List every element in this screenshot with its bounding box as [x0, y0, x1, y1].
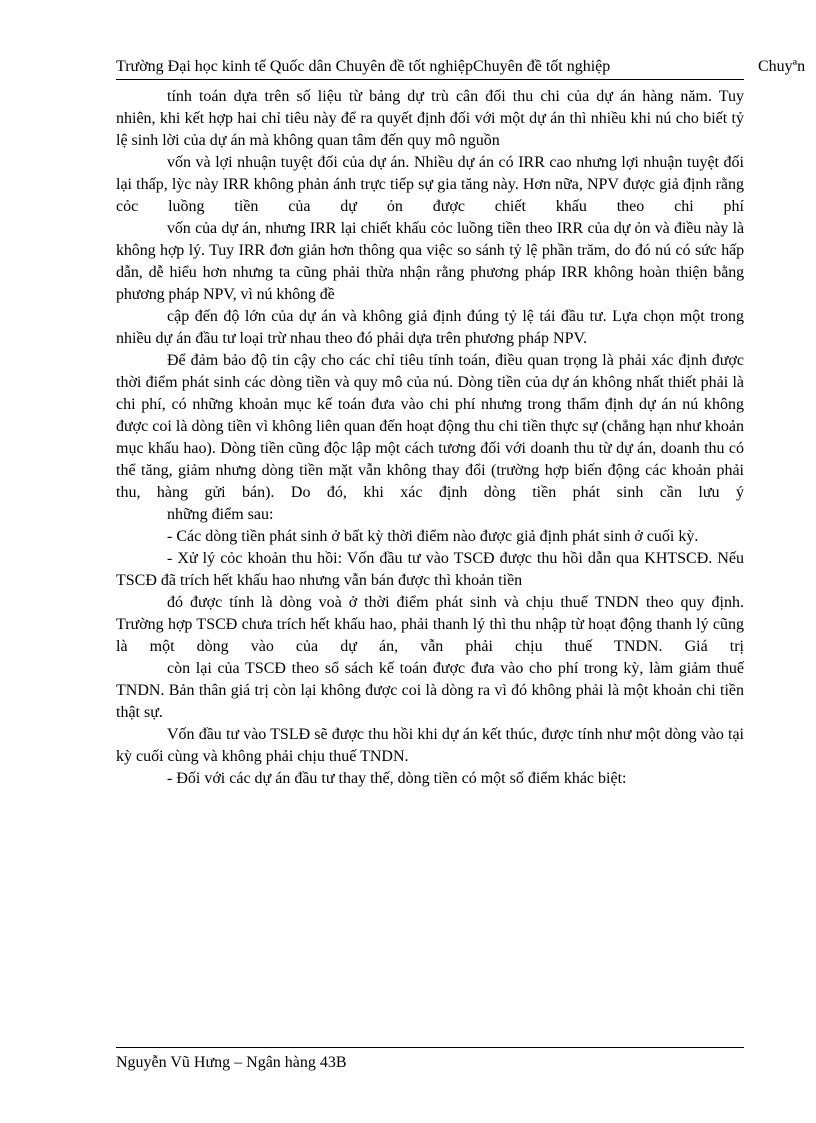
paragraph: những điểm sau:	[167, 506, 274, 523]
footer-rule	[116, 1047, 744, 1048]
paragraph: tính toán dựa trên số liệu từ bảng dự trù cân đối thu chi của dự án hàng năm. Tuy	[167, 88, 744, 105]
paragraph: Để đảm bảo độ tin cậy cho các chỉ tiêu tính toán, điều quan trọng là phải xác định được thời điểm phát sinh các dòng tiền và quy mô của nú. Dòng tiền của dự án không nhất thiết phải là chi phí, có những khoản mục kế toán đưa vào chi phí nhưng trong thẩm định dự án nú không được coi là dòng tiền vì không liên quan đến hoạt động thu chi tiền thực sự (chẳng hạn như khoản mục khấu hao). Dòng tiền cũng độc lập một cách tương đối với doanh thu từ dự án, doanh thu có thể tăng, giảm nhưng dòng tiền mặt vẫn không thay đổi (trường hợp biến động các khoản phải thu, hàng gửi bán). Do đó, khi xác định dòng tiền phát sinh cần lưu ý	[116, 352, 744, 501]
page-header	[116, 54, 816, 80]
paragraph: cập đến độ lớn của dự án và không giả định đúng tỷ lệ tái đầu tư. Lựa chọn một trong nhiều dự án đầu tư loại trừ nhau theo đó phải dựa trên phương pháp NPV.	[116, 308, 744, 347]
paragraph: vốn và lợi nhuận tuyệt đối của dự án. Nhiều dự án có IRR cao nhưng lợi nhuận tuyệt đối lại thấp, lỳc này IRR không phản ánh trực tiếp sự gia tăng này. Hơn nữa, NPV được giả định rằng cỏc luồng tiền của dự ỏn được chiết khấu theo chi phí	[116, 154, 744, 215]
page-footer: Nguyễn Vũ Hưng – Ngân hàng 43B	[116, 1054, 347, 1071]
paragraph: Vốn đầu tư vào TSLĐ sẽ được thu hồi khi dự án kết thúc, được tính như một dòng vào tại kỳ cuối cùng và không phải chịu thuế TNDN.	[116, 726, 744, 765]
header-overflow-text: Chuyªn	[758, 58, 806, 75]
paragraph: còn lại của TSCĐ theo sổ sách kế toán được đưa vào cho phí trong kỳ, làm giảm thuế TNDN. Bản thân giá trị còn lại không được coi là dòng ra vì đó không phải là một khoản chi tiền thật sự.	[116, 660, 744, 721]
document-body	[116, 86, 744, 790]
header-rule	[116, 79, 744, 80]
paragraph: đó được tính là dòng voà ở thời điểm phát sinh và chịu thuế TNDN theo quy định. Trường hợp TSCĐ chưa trích hết khấu hao, phải thanh lý thì thu nhập từ hoạt động thanh lý cũng là một dòng vào của dự án, vẫn phải chịu thuế TNDN. Giá trị	[116, 594, 744, 655]
paragraph: - Xử lý cỏc khoản thu hồi: Vốn đầu tư vào TSCĐ được thu hồi dẫn qua KHTSCĐ. Nếu TSCĐ đã trích hết khấu hao nhưng vẫn bán được thì khoản tiền	[116, 550, 744, 589]
header-title: Trường Đại học kinh tế Quốc dân Chuyên đề tốt nghiệpChuyên đề tốt nghiệp	[116, 58, 611, 75]
paragraph: nhiên, khi kết hợp hai chỉ tiêu này để ra quyết định đối với một dự án thì nhiều khi nú cho biết tỷ lệ sinh lời của dự án mà không quan tâm đến quy mô nguồn	[116, 110, 744, 149]
paragraph: - Các dòng tiền phát sinh ở bất kỳ thời điểm nào được giả định phát sinh ở cuối kỳ.	[167, 528, 699, 545]
paragraph: vốn của dự án, nhưng IRR lại chiết khấu cỏc luồng tiền theo IRR của dự ỏn và điều này là không hợp lý. Tuy IRR đơn giản hơn thông qua việc so sánh tỷ lệ phần trăm, do đó nú có sức hấp dẫn, dễ hiểu hơn nhưng ta cũng phải thừa nhận rằng phương pháp IRR không hoàn thiện bằng phương pháp NPV, vì nú không đề	[116, 220, 744, 303]
paragraph: - Đối với các dự án đầu tư thay thế, dòng tiền có một số điểm khác biệt:	[167, 770, 627, 787]
